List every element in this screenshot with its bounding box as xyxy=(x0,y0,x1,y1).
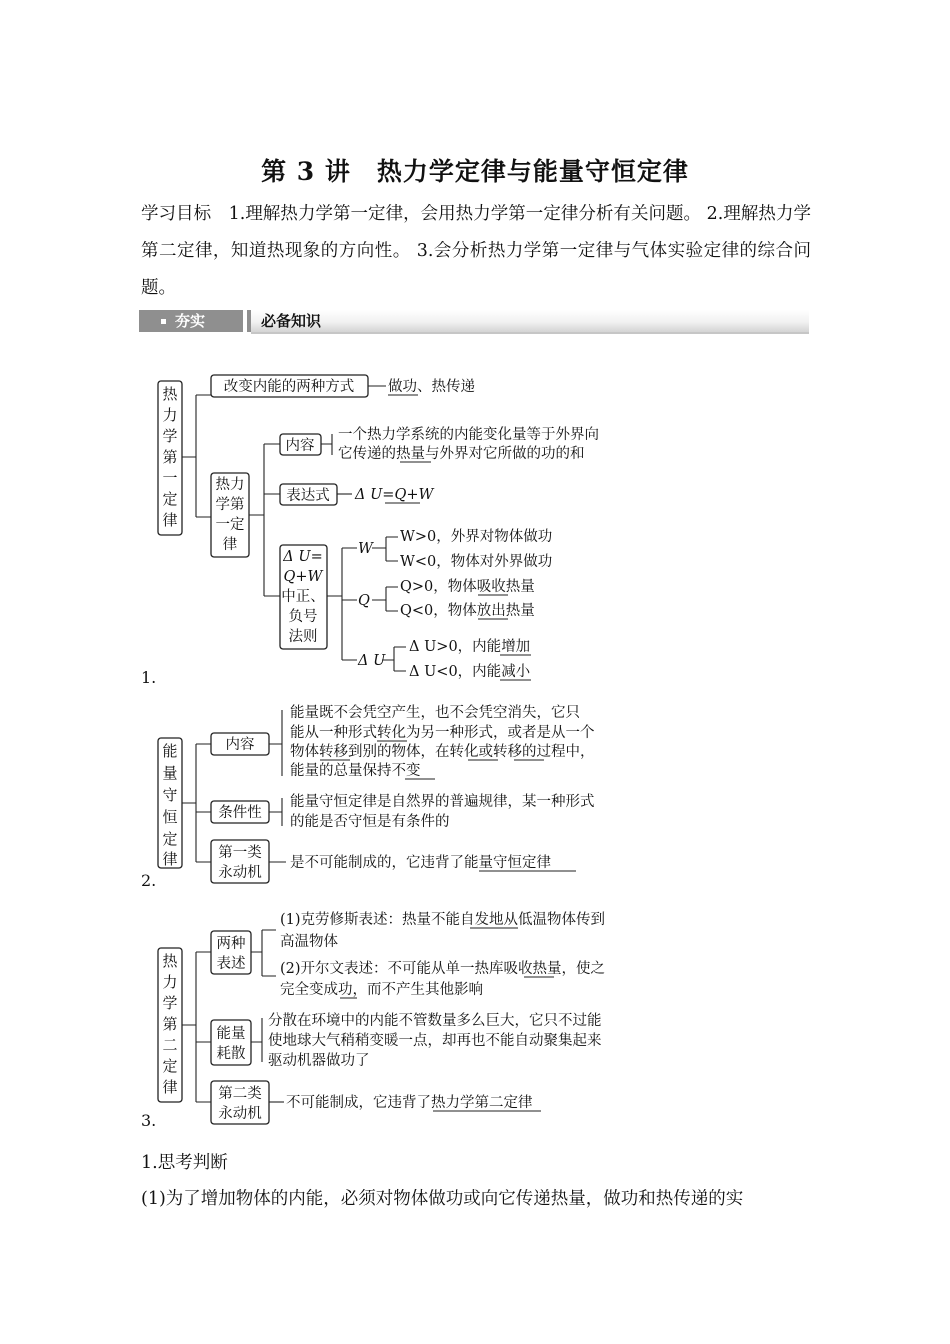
root-char: 学 xyxy=(162,427,178,445)
pm2-label: 永动机 xyxy=(218,1106,262,1122)
dissipation-label: 耗散 xyxy=(216,1046,246,1062)
root-char: 律 xyxy=(162,511,178,529)
content-text: 它传递的热量与外界对它所做的功的和 xyxy=(338,446,585,462)
root-char: 恒 xyxy=(162,808,178,826)
root-char: 力 xyxy=(162,973,178,991)
root-char: 量 xyxy=(162,764,178,782)
map-first-law xyxy=(158,375,599,680)
root-char: 学 xyxy=(162,994,178,1012)
content-label: 内容 xyxy=(285,438,315,454)
learning-objectives: 学习目标 1.理解热力学第一定律，会用热力学第一定律分析有关问题。 2.理解热力学第二定律，知道热现象的方向性。 3.会分析热力学第一定律与气体实验定律的综合问题。 xyxy=(141,204,811,298)
sub-line: 学第 xyxy=(215,497,245,513)
content-text: 能量既不会凭空产生，也不会凭空消失，它只 xyxy=(290,705,580,721)
condition-text: 的能是否守恒是有条件的 xyxy=(290,814,450,830)
w-negative: W<0，物体对外界做功 xyxy=(400,554,553,570)
root-char: 定 xyxy=(162,830,178,848)
clausius-statement: (1)克劳修斯表述：热量不能自发地从低温物体传到 xyxy=(280,912,606,928)
dissipation-label: 能量 xyxy=(216,1026,246,1042)
root-char: 二 xyxy=(162,1036,178,1054)
root-char: 一 xyxy=(162,469,178,487)
map-energy-conservation xyxy=(158,703,595,883)
root-char: 守 xyxy=(162,786,178,804)
change-methods-label: 改变内能的两种方式 xyxy=(223,379,355,395)
root-char: 能 xyxy=(162,742,178,760)
two-statements-label: 表述 xyxy=(216,956,246,972)
sub-line: 一定 xyxy=(215,517,245,533)
content-text: 能量的总量保持不变 xyxy=(290,763,421,779)
kelvin-statement: (2)开尔文表述：不可能从单一热库吸收热量，使之 xyxy=(280,961,606,977)
judge-heading: 1.思考判断 xyxy=(141,1153,228,1173)
pm1-label: 第一类 xyxy=(218,845,262,861)
root-char: 律 xyxy=(162,1078,178,1096)
item-number: 3. xyxy=(141,1111,157,1130)
w-positive: W>0，外界对物体做功 xyxy=(400,529,553,545)
condition-text: 能量守恒定律是自然界的普遍规律，某一种形式 xyxy=(290,794,595,810)
map-second-law xyxy=(158,910,605,1124)
page-title: 第 3 讲 热力学定律与能量守恒定律 xyxy=(261,157,689,186)
sign-rule-line: 负号 xyxy=(288,609,318,625)
clausius-statement: 高温物体 xyxy=(280,934,338,950)
root-char: 定 xyxy=(162,490,178,508)
du-label: Δ U xyxy=(358,653,386,669)
du-positive: Δ U>0，内能增加 xyxy=(409,639,531,655)
item-number: 1. xyxy=(141,668,157,687)
condition-label: 条件性 xyxy=(218,805,262,821)
pm1-text: 是不可能制成的，它违背了能量守恒定律 xyxy=(290,855,551,871)
root-char: 律 xyxy=(162,850,178,868)
banner-right-label: 必备知识 xyxy=(251,310,809,332)
q-label: Q xyxy=(358,593,370,609)
root-char: 第 xyxy=(162,1015,178,1033)
change-answer: 做功、热传递 xyxy=(388,379,475,395)
sign-rule-line: 中正、 xyxy=(281,589,325,605)
q-negative: Q<0，物体放出热量 xyxy=(400,603,535,619)
expression-text: Δ U=Q+W xyxy=(355,487,434,503)
pm2-text: 不可能制成，它违背了热力学第二定律 xyxy=(286,1095,533,1111)
dissipation-text: 使地球大气稍稍变暖一点，却再也不能自动聚集起来 xyxy=(268,1033,602,1049)
kelvin-statement: 完全变成功，而不产生其他影响 xyxy=(280,982,483,998)
sign-rule-line: 法则 xyxy=(288,629,318,645)
expression-label: 表达式 xyxy=(286,488,330,504)
content-text: 能从一种形式转化为另一种形式，或者是从一个 xyxy=(290,725,595,741)
banner-left-label: 夯实 xyxy=(139,310,243,332)
pm2-label: 第二类 xyxy=(218,1086,262,1102)
sub-line: 律 xyxy=(222,537,238,553)
w-label: W xyxy=(358,541,373,557)
content-text: 物体转移到别的物体，在转化或转移的过程中， xyxy=(290,744,595,760)
judge-item-1: (1)为了增加物体的内能，必须对物体做功或向它传递热量，做功和热传递的实 xyxy=(141,1189,744,1209)
dissipation-text: 分散在环境中的内能不管数量多么巨大，它只不过能 xyxy=(268,1013,602,1029)
dissipation-text: 驱动机器做功了 xyxy=(268,1053,370,1069)
content-text: 一个热力学系统的内能变化量等于外界向 xyxy=(338,427,599,443)
sign-rule-line: Q+W xyxy=(283,569,323,585)
root-char: 定 xyxy=(162,1057,178,1075)
two-statements-label: 两种 xyxy=(216,936,246,952)
item-number: 2. xyxy=(141,871,157,890)
pm1-label: 永动机 xyxy=(218,865,262,881)
root-char: 热 xyxy=(162,952,178,970)
root-char: 力 xyxy=(162,406,178,424)
q-positive: Q>0，物体吸收热量 xyxy=(400,579,535,595)
root-char: 第 xyxy=(162,448,178,466)
du-negative: Δ U<0，内能减小 xyxy=(409,664,531,680)
sub-line: 热力 xyxy=(215,477,245,493)
content-label: 内容 xyxy=(225,737,255,753)
root-char: 热 xyxy=(162,385,178,403)
sign-rule-line: Δ U= xyxy=(283,549,323,565)
